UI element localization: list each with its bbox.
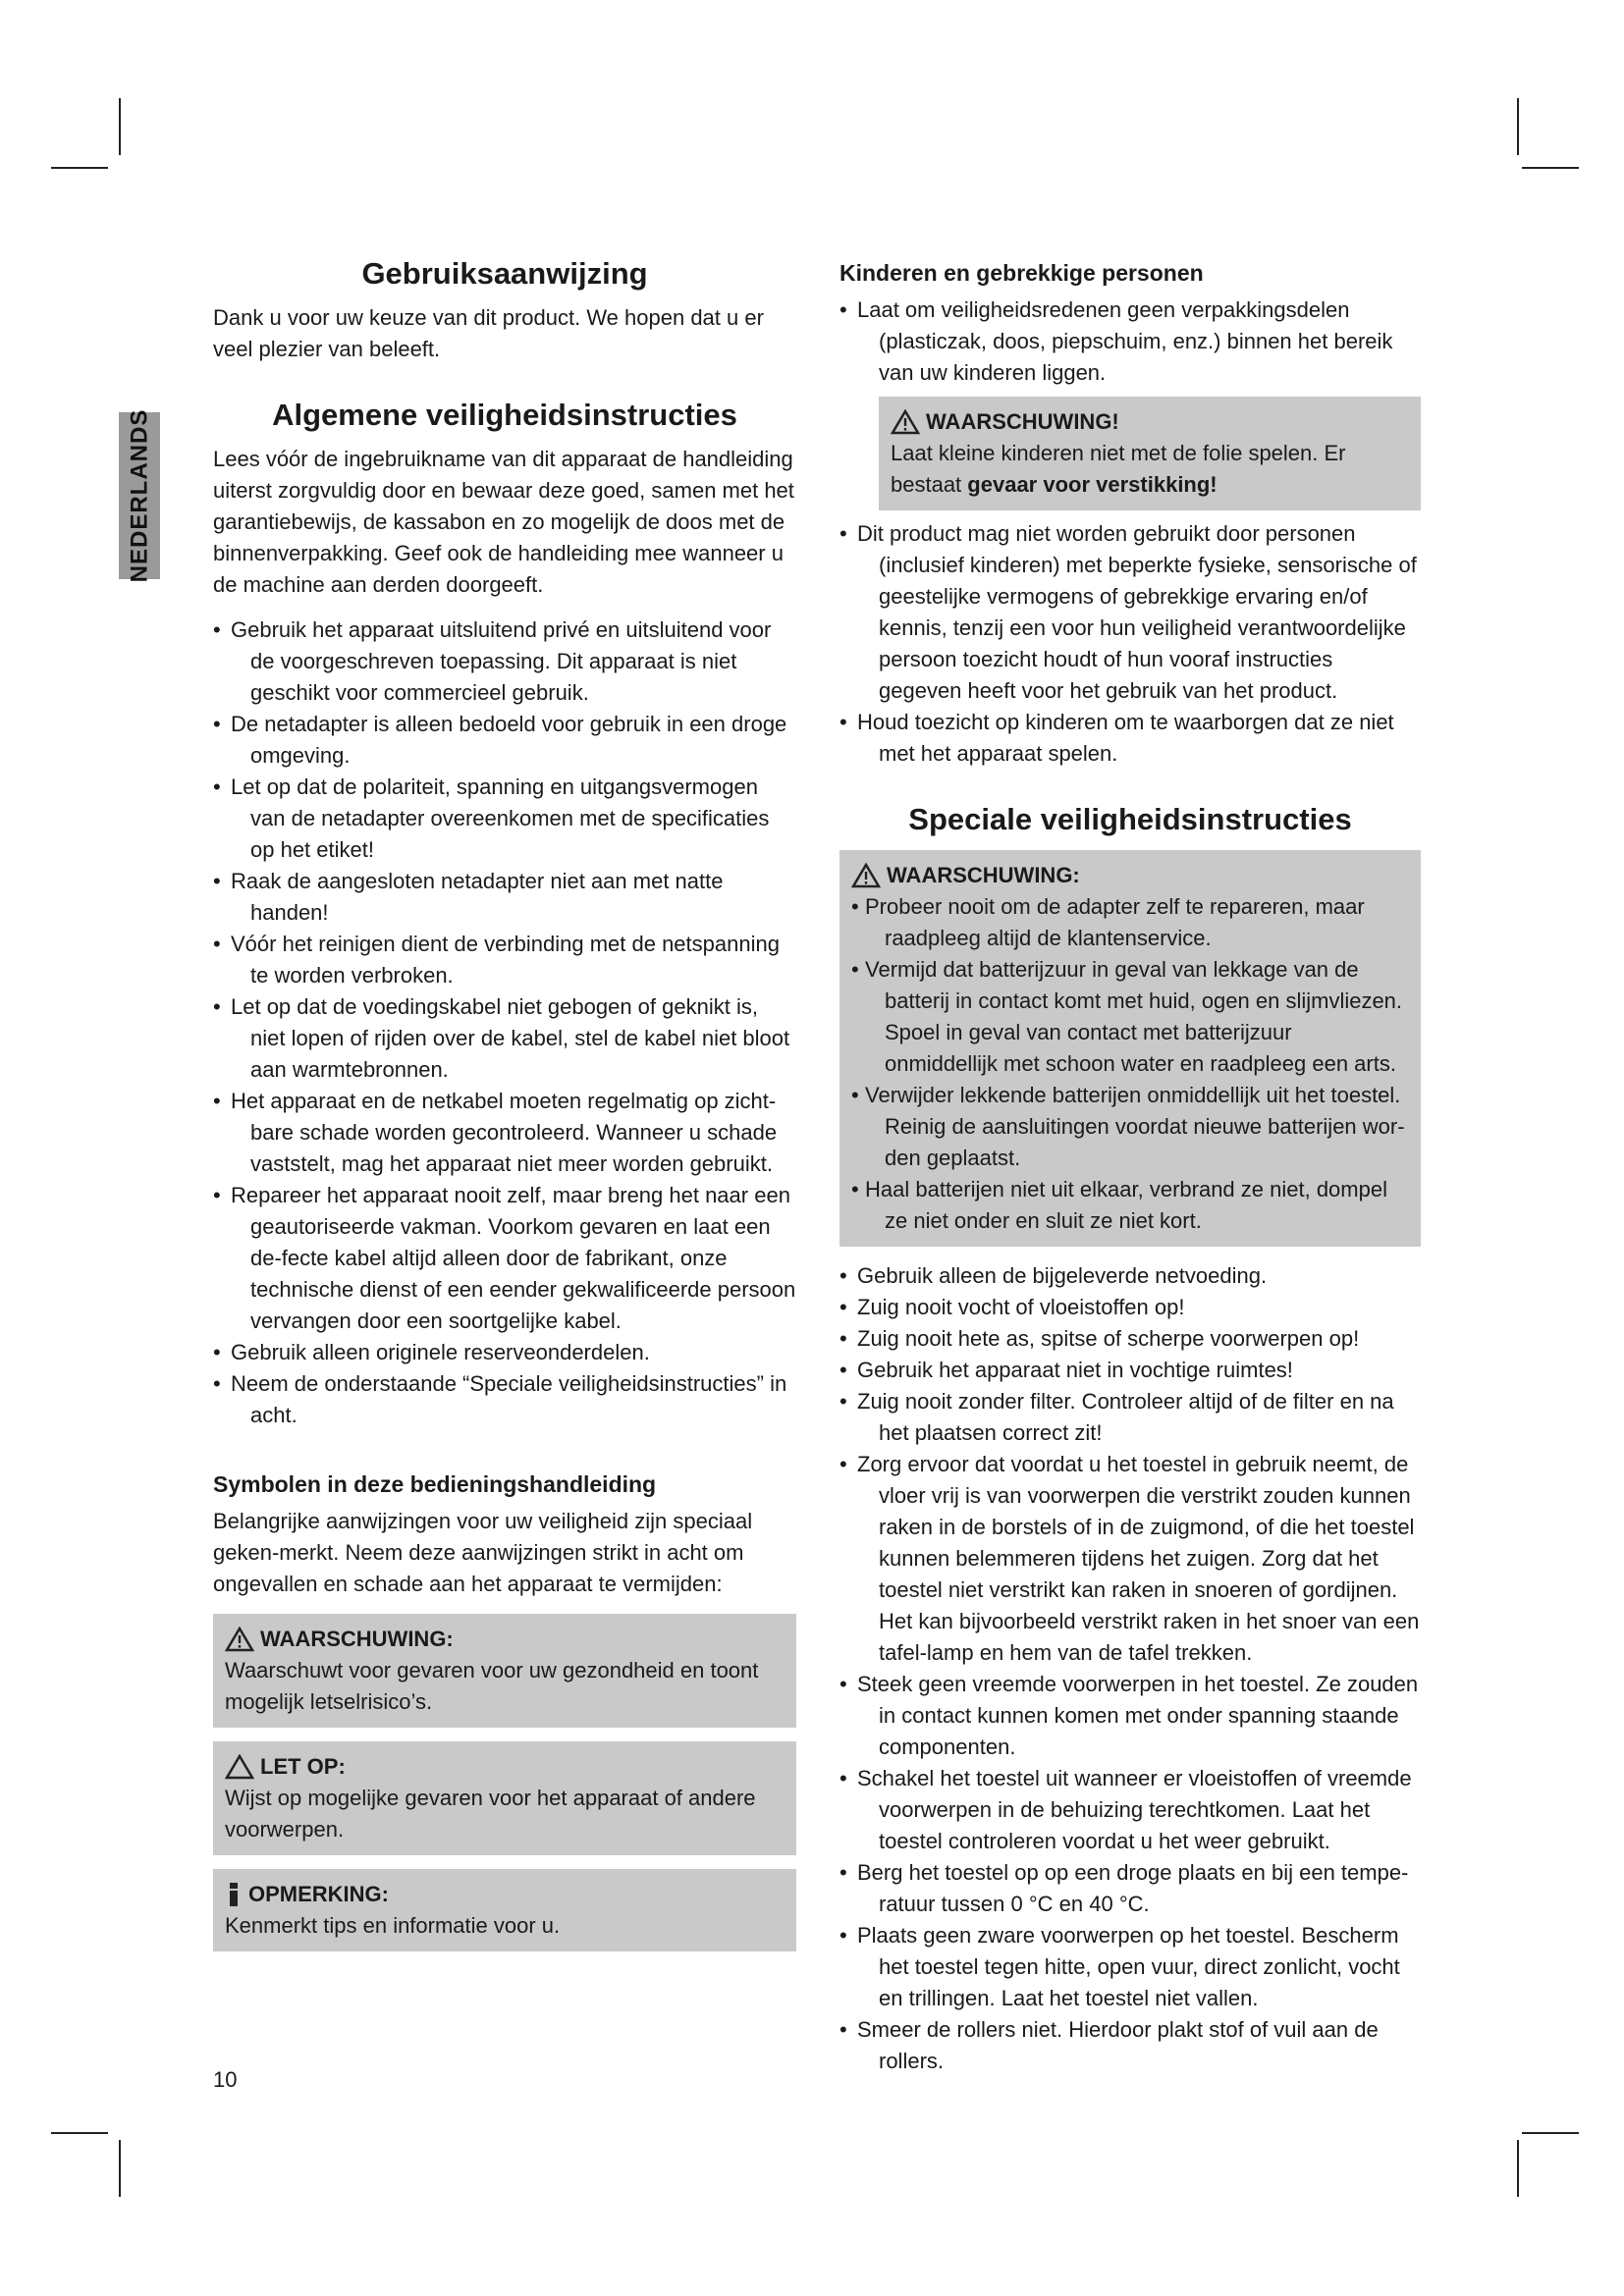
list-item: • De netadapter is alleen bedoeld voor gebruik in een droge omgeving. xyxy=(213,709,796,772)
page-title: Gebruiksaanwijzing xyxy=(361,256,648,291)
caution-box xyxy=(213,1741,796,1855)
section-title-special-safety: Speciale veiligheidsinstructies xyxy=(908,802,1352,836)
warning-triangle-icon xyxy=(225,1627,254,1652)
list-item: • Het apparaat en de netkabel moeten regelmatig op zicht-bare schade worden gecontroleerd. Wanneer u schade vaststelt, mag het apparaat niet meer worden gebruikt. xyxy=(213,1086,796,1180)
list-item: • Verwijder lekkende batterijen onmiddellijk uit het toestel. Reinig de aansluitingen voordat nieuwe batterijen wor-den geplaatst. xyxy=(851,1080,1409,1174)
list-item: • Probeer nooit om de adapter zelf te repareren, maar raadpleeg altijd de klantenservice. xyxy=(851,891,1409,954)
crop-mark xyxy=(51,167,108,169)
symbols-title: Symbolen in deze bedieningshandleiding xyxy=(213,1471,657,1497)
list-item: • Gebruik alleen originele reserveonderdelen. xyxy=(213,1337,796,1368)
language-tab xyxy=(119,408,160,583)
list-item: • Steek geen vreemde voorwerpen in het toestel. Ze zouden in contact kunnen komen met onder spanning staande componenten. xyxy=(839,1669,1421,1763)
list-item: • Plaats geen zware voorwerpen op het toestel. Bescherm het toestel tegen hitte, open vuur, direct zonlicht, vocht en trillingen. Laat het toestel niet vallen. xyxy=(839,1920,1421,2014)
list-item: • Houd toezicht op kinderen om te waarborgen dat ze niet met het apparaat spelen. xyxy=(839,707,1421,770)
section-intro: Lees vóór de ingebruikname van dit apparaat de handleiding uiterst zorgvuldig door en bewaar deze goed, samen met het garantiebewijs, de kassabon en zo mogelijk de doos met de binnenverpakking. Geef ook de handleiding mee wanneer u de machine aan derden doorgeeft. xyxy=(213,447,794,597)
children-title: Kinderen en gebrekkige personen xyxy=(839,260,1204,286)
warning-box-title: WAARSCHUWING: xyxy=(260,1627,454,1651)
list-item: • Gebruik alleen de bijgeleverde netvoeding. xyxy=(839,1260,1421,1292)
left-column xyxy=(213,253,796,1951)
list-item: • Smeer de rollers niet. Hierdoor plakt stof of vuil aan de rollers. xyxy=(839,2014,1421,2077)
list-item: • Neem de onderstaande “Speciale veiligheidsinstructies” in acht. xyxy=(213,1368,796,1431)
list-item: • Gebruik het apparaat niet in vochtige ruimtes! xyxy=(839,1355,1421,1386)
crop-mark xyxy=(1522,167,1579,169)
symbols-intro: Belangrijke aanwijzingen voor uw veiligheid zijn speciaal geken-merkt. Neem deze aanwijzingen strikt in acht om ongevallen en schade aan het apparaat te vermijden: xyxy=(213,1509,753,1596)
crop-mark xyxy=(119,2140,121,2197)
caution-box-title: LET OP: xyxy=(260,1754,346,1779)
list-item: • Raak de aangesloten netadapter niet aan met natte handen! xyxy=(213,866,796,929)
children-warning-text xyxy=(891,438,1409,501)
list-item: • Berg het toestel op op een droge plaats en bij een tempe-ratuur tussen 0 °C en 40 °C. xyxy=(839,1857,1421,1920)
right-column xyxy=(839,257,1421,2077)
list-item: • Vóór het reinigen dient de verbinding met de netspanning te worden verbroken. xyxy=(213,929,796,991)
list-item: • Laat om veiligheidsredenen geen verpakkingsdelen (plasticzak, doos, piepschuim, enz.) binnen het bereik van uw kinderen liggen. xyxy=(839,294,1421,389)
caution-triangle-icon xyxy=(225,1754,254,1780)
warning-triangle-icon xyxy=(851,863,881,888)
warning-box-text: Waarschuwt voor gevaren voor uw gezondheid en toont mogelijk letselrisico’s. xyxy=(225,1658,759,1714)
list-item: • Haal batterijen niet uit elkaar, verbrand ze niet, dompel ze niet onder en sluit ze niet kort. xyxy=(851,1174,1409,1237)
caution-box-text: Wijst op mogelijke gevaren voor het apparaat of andere voorwerpen. xyxy=(225,1786,756,1842)
special-warning-box xyxy=(839,850,1421,1247)
children-warning-title: WAARSCHUWING! xyxy=(926,409,1119,434)
special-warning-title: WAARSCHUWING: xyxy=(887,863,1080,887)
list-item: • Zuig nooit hete as, spitse of scherpe voorwerpen op! xyxy=(839,1323,1421,1355)
crop-mark xyxy=(1517,98,1519,155)
crop-mark xyxy=(51,2132,108,2134)
note-box-text: Kenmerkt tips en informatie voor u. xyxy=(225,1913,561,1938)
list-item: • Gebruik het apparaat uitsluitend privé en uitsluitend voor de voorgeschreven toepassing. Dit apparaat is niet geschikt voor commercieel gebruik. xyxy=(213,614,796,709)
list-item: • Zorg ervoor dat voordat u het toestel in gebruik neemt, de vloer vrij is van voorwerpen die verstrikt zouden kunnen raken in de borstels of in de zuigmond, of die het toestel kunnen belemmeren tijdens het zuigen. Zorg dat het toestel niet verstrikt kan raken in snoeren of gordijnen. Het kan bijvoorbeeld verstrikt raken in het snoer van een tafel-lamp en hem van de tafel trekken. xyxy=(839,1449,1421,1669)
intro-text: Dank u voor uw keuze van dit product. We hopen dat u er veel plezier van beleeft. xyxy=(213,305,764,361)
special-warning-list xyxy=(851,891,1409,1237)
list-item: • Repareer het apparaat nooit zelf, maar breng het naar een geautoriseerde vakman. Voorkom gevaren en laat een de-fecte kabel altijd alleen door de fabrikant, onze technische dienst of een eender gekwalificeerde persoon vervangen door een soortgelijke kabel. xyxy=(213,1180,796,1337)
section-title-general-safety: Algemene veiligheidsinstructies xyxy=(272,398,737,432)
children-warning-body: Laat kleine kinderen niet met de folie spelen. Er bestaat xyxy=(891,441,1346,497)
list-item: • Vermijd dat batterijzuur in geval van lekkage van de batterij in contact komt met huid, ogen en slijmvliezen. Spoel in geval van contact met batterijzuur onmiddellijk met schoon water en raadpleeg een arts. xyxy=(851,954,1409,1080)
children-warning-box xyxy=(879,397,1421,510)
warning-triangle-icon xyxy=(891,409,920,435)
list-item: • Let op dat de polariteit, spanning en uitgangsvermogen van de netadapter overeenkomen met de specificaties op het etiket! xyxy=(213,772,796,866)
children-list xyxy=(839,294,1421,389)
list-item: • Schakel het toestel uit wanneer er vloeistoffen of vreemde voorwerpen in de behuizing terechtkomen. Laat het toestel controleren voordat u het weer gebruikt. xyxy=(839,1763,1421,1857)
page-number: 10 xyxy=(213,2067,238,2092)
note-box-title: OPMERKING: xyxy=(248,1882,389,1906)
crop-mark xyxy=(119,98,121,155)
info-icon xyxy=(225,1882,243,1907)
children-warning-bold: gevaar voor verstikking! xyxy=(967,472,1218,497)
list-item: • Dit product mag niet worden gebruikt door personen (inclusief kinderen) met beperkte fysieke, sensorische of geestelijke vermogens of gebrekkige ervaring en/of kennis, tenzij een voor hun veiligheid verantwoordelijke persoon toezicht houdt of hun vooraf instructies gegeven heeft voor het gebruik van het product. xyxy=(839,518,1421,707)
children-list-more xyxy=(839,518,1421,770)
special-safety-list xyxy=(839,1260,1421,2077)
note-box xyxy=(213,1869,796,1951)
crop-mark xyxy=(1522,2132,1579,2134)
general-safety-list xyxy=(213,614,796,1431)
warning-box xyxy=(213,1614,796,1728)
crop-mark xyxy=(1517,2140,1519,2197)
list-item: • Zuig nooit vocht of vloeistoffen op! xyxy=(839,1292,1421,1323)
language-tab-label: NEDERLANDS xyxy=(126,408,152,583)
list-item: • Zuig nooit zonder filter. Controleer altijd of de filter en na het plaatsen correct zit! xyxy=(839,1386,1421,1449)
list-item: • Let op dat de voedingskabel niet gebogen of geknikt is, niet lopen of rijden over de kabel, stel de kabel niet bloot aan warmtebronnen. xyxy=(213,991,796,1086)
